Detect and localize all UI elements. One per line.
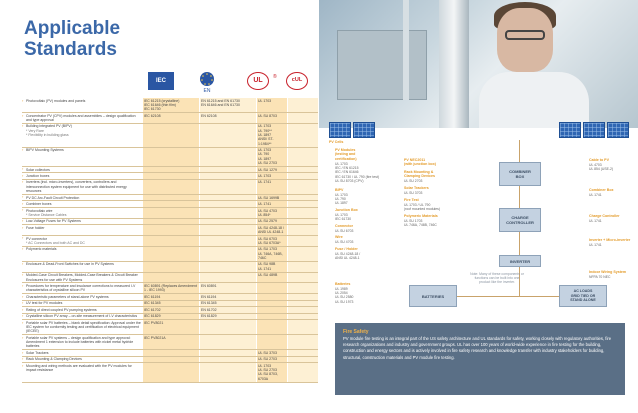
ul-cell-line: UL 1741 bbox=[258, 202, 272, 207]
ul-cell bbox=[256, 320, 287, 334]
standard-name-cell-line: › Combiner boxes bbox=[26, 202, 52, 207]
iec-cell bbox=[142, 173, 199, 178]
cul-cell bbox=[287, 320, 318, 334]
pv-array-icon bbox=[583, 122, 605, 138]
en-cell bbox=[199, 335, 256, 349]
en-cell-line: EN 61646 and EN 61730 bbox=[201, 102, 240, 107]
cul-cell bbox=[287, 236, 318, 246]
iec-cell bbox=[142, 225, 199, 235]
diagram-note: Note: Many of these components or functions can be built into one product like the inverter. bbox=[470, 272, 524, 285]
rack-standards: UL SU 2703 bbox=[404, 179, 423, 183]
iec-cell-line: IEC 61215 (crystalline) bbox=[144, 98, 180, 103]
cul-cell bbox=[287, 148, 318, 166]
technician-head-graphic bbox=[497, 8, 553, 72]
iec-cell bbox=[142, 307, 199, 312]
indoor-wiring-standards: NFPA 70 NEC bbox=[589, 275, 611, 279]
standard-name-cell-line: › Characteristic parameters of stand-alone PV systems bbox=[26, 294, 109, 299]
table-row bbox=[22, 363, 318, 382]
cul-cell bbox=[287, 113, 318, 123]
ul-cell bbox=[256, 363, 287, 381]
en-cell bbox=[199, 148, 256, 166]
junction-box-standards: UL 1703 IEC 61730 bbox=[335, 213, 352, 222]
iec-cell bbox=[142, 219, 199, 224]
iec-cell bbox=[142, 113, 199, 123]
standard-name-cell bbox=[22, 350, 142, 355]
standard-name-cell bbox=[22, 307, 142, 312]
en-cell bbox=[199, 124, 256, 147]
en-cell bbox=[199, 173, 256, 178]
table-row bbox=[22, 320, 318, 335]
iec-cell bbox=[142, 273, 199, 283]
batteries-label: Batteries bbox=[335, 282, 351, 286]
ul-cell bbox=[256, 301, 287, 306]
cul-cell bbox=[287, 350, 318, 355]
standard-name-cell-line: › Enclosure & Dead-Front Switches for use in PV Systems bbox=[26, 262, 114, 267]
standard-name-cell-line: * Service Distance Cables bbox=[26, 212, 67, 217]
rack-label: Rack Mounting & Clamping Devices bbox=[404, 170, 435, 179]
en-cell bbox=[199, 208, 256, 218]
ul-cell-line: UL 1897 bbox=[258, 133, 272, 138]
cul-cell bbox=[287, 314, 318, 319]
standard-name-cell-line: › BIPV Mounting Systems bbox=[26, 148, 64, 153]
standard-name-cell bbox=[22, 236, 142, 246]
ul-cell-line: UL SU 2703 bbox=[258, 357, 277, 362]
table-row bbox=[22, 208, 318, 219]
standard-name-cell bbox=[22, 283, 142, 293]
ul-cell-line: UL 746A, 746B, 746C bbox=[258, 251, 283, 260]
en-cell bbox=[199, 307, 256, 312]
en-cell bbox=[199, 98, 256, 112]
fuse-label: Fuse / Holder bbox=[335, 247, 358, 251]
connector-label: Connector bbox=[335, 224, 353, 228]
standard-name-cell-line: › Building integrated PV (BIPV) bbox=[26, 124, 72, 129]
ul-cell-line: UL SU 8703 bbox=[258, 113, 277, 118]
en-logo-text: EN bbox=[203, 88, 211, 94]
ul-cell bbox=[256, 148, 287, 166]
cul-cell bbox=[287, 301, 318, 306]
cul-cell bbox=[287, 357, 318, 362]
test-rod-graphic bbox=[403, 0, 409, 100]
standard-name-cell bbox=[22, 314, 142, 319]
bipv-standards: UL 1703 UL 790 UL 1897 bbox=[335, 193, 348, 206]
ul-cell-line: ANSI/ ST-1:1984** bbox=[258, 137, 274, 146]
en-cell bbox=[199, 357, 256, 362]
fire-safety-panel bbox=[335, 323, 625, 395]
pv-modules-label: PV Modules (testing and certification) bbox=[335, 148, 357, 161]
pv-modules-standards: UL 1703 IEC / EN 61215 IEC / EN 61646 IEC 61730 / UL 790 (fire test) UL SU 8703 (CPV) bbox=[335, 162, 379, 183]
iec-cell bbox=[142, 350, 199, 355]
standard-name-cell-line: › Portable solar PV systems – design qualification and type approval: Amendment 1 extension to include batteries with nickel metal hydride batteries bbox=[26, 335, 134, 349]
pv-system-diagram bbox=[319, 110, 638, 330]
test-frame-graphic bbox=[439, 0, 469, 128]
en-cell bbox=[199, 283, 256, 293]
en-cell-line: EN 61345 bbox=[201, 301, 217, 306]
cul-cell bbox=[287, 219, 318, 224]
en-cell bbox=[199, 195, 256, 200]
iec-cell-line: IEC 61194 bbox=[144, 294, 161, 299]
bipv-label: BIPV bbox=[335, 188, 344, 192]
standard-name-cell bbox=[22, 98, 142, 112]
iec-cell bbox=[142, 320, 199, 334]
fire-test-label: Fire Test bbox=[404, 198, 419, 202]
standard-name-cell bbox=[22, 124, 142, 147]
en-cell bbox=[199, 180, 256, 194]
iec-cell bbox=[142, 363, 199, 381]
ul-cell-line: UL 854* bbox=[258, 212, 271, 217]
iec-cell bbox=[142, 124, 199, 147]
ul-logo-icon: UL bbox=[247, 72, 269, 90]
standard-name-cell-line: › Junction boxes bbox=[26, 173, 50, 178]
ul-cell-line: UL SU 1703 bbox=[258, 247, 277, 252]
en-cell-line: EN 61829 bbox=[201, 314, 217, 319]
charge-controller-label: Charge Controller bbox=[589, 214, 620, 218]
ul-cell bbox=[256, 294, 287, 299]
standard-name-cell bbox=[22, 335, 142, 349]
cul-cell bbox=[287, 335, 318, 349]
standard-name-cell-line: › Inverters (incl. micro-inverters), converters, controllers and interconnection system equipment for use with distributed energy resources bbox=[26, 180, 127, 194]
en-cell bbox=[199, 363, 256, 381]
table-row bbox=[22, 262, 318, 273]
cable-standards: UL 4703 UL 854 (USE-2) bbox=[589, 163, 613, 172]
title-line-1: Applicable bbox=[24, 18, 121, 39]
ul-cell-line: UL 790** bbox=[258, 128, 272, 133]
batteries-box: BATTERIES bbox=[409, 285, 457, 307]
en-cell bbox=[199, 350, 256, 355]
tracker-standards: UL SU 3703 bbox=[404, 191, 423, 195]
ul-cell-line: UL 1741 bbox=[258, 180, 272, 185]
wire-label: Wire bbox=[335, 235, 343, 239]
standard-name-cell bbox=[22, 148, 142, 166]
iec-cell-line: IEC 61646 (thin film) bbox=[144, 102, 176, 107]
ul-cell bbox=[256, 225, 287, 235]
iec-cell bbox=[142, 195, 199, 200]
ul-cell-line: UL 1703 bbox=[258, 173, 272, 178]
table-row bbox=[22, 124, 318, 148]
ul-cell-line: UL 790 bbox=[258, 152, 270, 157]
iec-cell-line: IEC PV8021 bbox=[144, 320, 164, 325]
standard-name-cell-line: › Mounting and wiring methods are evaluated with the PV modules for impact resistance bbox=[26, 363, 132, 373]
ul-cell bbox=[256, 357, 287, 362]
standard-name-cell-line: › PV connector bbox=[26, 236, 48, 241]
ul-cell-line: UL SU 4703 bbox=[258, 208, 277, 213]
iec-cell bbox=[142, 314, 199, 319]
pv-cells-icon bbox=[329, 122, 351, 138]
ul-registered-mark: ® bbox=[273, 74, 277, 80]
ul-cell-line: UL SU 2703 bbox=[258, 368, 277, 373]
ul-cell bbox=[256, 307, 287, 312]
iec-cell bbox=[142, 301, 199, 306]
table-row bbox=[22, 283, 318, 294]
iec-cell bbox=[142, 247, 199, 261]
en-cell bbox=[199, 314, 256, 319]
ul-cell bbox=[256, 350, 287, 355]
cul-cell bbox=[287, 262, 318, 272]
ul-cell-line: UL SU 4248-18 / ANSI UL 4248-1 bbox=[258, 225, 284, 235]
standard-name-cell bbox=[22, 225, 142, 235]
en-cell bbox=[199, 320, 256, 334]
ul-cell-line: UL SU 98B bbox=[258, 262, 276, 267]
fire-safety-title: Fire Safety bbox=[343, 329, 369, 335]
iec-cell bbox=[142, 283, 199, 293]
cul-logo-icon: cUL bbox=[286, 72, 308, 90]
standard-name-cell bbox=[22, 247, 142, 261]
ul-cell bbox=[256, 208, 287, 218]
en-cell-line: EN 61194 bbox=[201, 294, 217, 299]
en-cell bbox=[199, 301, 256, 306]
batteries-standards: UL 1989 UL 2054 UL SU 2580 UL SU 1973 bbox=[335, 287, 354, 304]
iec-cell bbox=[142, 208, 199, 218]
standard-name-cell-line: › Molded-Case Circuit Breakers, Molded-Case Breakers & Circuit Breaker Enclosures for use with PV Systems bbox=[26, 273, 138, 282]
standard-name-cell bbox=[22, 262, 142, 272]
iec-cell-line: IEC 61730 bbox=[144, 107, 161, 112]
wire-line bbox=[519, 140, 520, 162]
en-cell bbox=[199, 225, 256, 235]
ul-cell bbox=[256, 314, 287, 319]
wire-line bbox=[519, 186, 520, 208]
title-line-2: Standards bbox=[24, 39, 117, 60]
test-machine-graphic bbox=[337, 30, 427, 100]
charge-controller-box: CHARGE CONTROLLER bbox=[499, 208, 541, 232]
polymer-standards: UL SU 1703 UL 746A, 746B, 746C bbox=[404, 219, 437, 228]
ul-cell-line: UL 1741 bbox=[258, 266, 272, 271]
ul-cell-line: UL SU 6703A* bbox=[258, 240, 281, 245]
standard-name-cell bbox=[22, 320, 142, 334]
ul-cell bbox=[256, 167, 287, 172]
cul-cell bbox=[287, 180, 318, 194]
fire-test-standards: UL 1703 / UL 790 (roof mounted modules) bbox=[404, 203, 440, 212]
en-cell bbox=[199, 201, 256, 206]
standard-name-cell bbox=[22, 273, 142, 283]
table-row bbox=[22, 113, 318, 124]
standard-name-cell-line: › Portable solar PV batteries – blank detail specification: Approval under the IEC system for conformity testing and certification of electrical equipment (IECEE) bbox=[26, 320, 141, 334]
inverter-standards: UL 1741 bbox=[589, 243, 602, 247]
connector-standards: UL SU 6703 bbox=[335, 229, 354, 233]
standard-name-cell-line: › PV DC Arc-Fault Circuit Protection bbox=[26, 195, 80, 200]
en-logo-icon bbox=[197, 70, 217, 94]
ul-cell-line: UL SU 2703 bbox=[258, 161, 277, 166]
en-cell-line: EN 61215 and EN 61730 bbox=[201, 98, 240, 103]
ul-cell bbox=[256, 180, 287, 194]
cul-cell bbox=[287, 225, 318, 235]
standard-name-cell-line: › Rating of direct coupled PV pumping systems bbox=[26, 307, 97, 312]
indoor-wiring-label: Indoor Wiring System bbox=[589, 270, 627, 274]
standard-name-cell bbox=[22, 301, 142, 306]
ul-cell-line: UL SU 1699B bbox=[258, 195, 280, 200]
ul-cell bbox=[256, 273, 287, 283]
cul-cell bbox=[287, 294, 318, 299]
page-title bbox=[24, 18, 120, 60]
inverter-label: Inverter + Micro-inverter bbox=[589, 238, 631, 242]
ul-cell bbox=[256, 247, 287, 261]
cul-cell bbox=[287, 363, 318, 381]
iec-cell bbox=[142, 98, 199, 112]
ul-cell-line: UL 1703 bbox=[258, 148, 272, 153]
ul-cell bbox=[256, 201, 287, 206]
ul-cell bbox=[256, 262, 287, 272]
ul-cell-line: UL SU 2579 bbox=[258, 219, 277, 224]
pv-array-icon bbox=[607, 122, 629, 138]
cul-cell bbox=[287, 273, 318, 283]
cul-cell bbox=[287, 247, 318, 261]
standard-name-cell-line: › Photovoltaic (PV) modules and panels bbox=[26, 98, 86, 103]
en-cell bbox=[199, 113, 256, 123]
cul-cell bbox=[287, 167, 318, 172]
standard-name-cell-line: › Photovoltaic wire bbox=[26, 208, 53, 213]
standard-name-cell bbox=[22, 180, 142, 194]
ul-cell bbox=[256, 113, 287, 123]
standard-name-cell bbox=[22, 201, 142, 206]
standard-name-cell-line: * AC Connectors and both AC and DC bbox=[26, 240, 85, 245]
ul-cell bbox=[256, 98, 287, 112]
standard-name-cell bbox=[22, 363, 142, 381]
ul-cell-line: UL SU 1279 bbox=[258, 167, 277, 172]
standard-name-cell-line: › Polymeric materials bbox=[26, 247, 57, 252]
standard-name-cell bbox=[22, 294, 142, 299]
iec-cell bbox=[142, 236, 199, 246]
standard-name-cell-line: › Procedures for temperature and insulance corrections to measured I-V characteristics of crystalline silicon PV bbox=[26, 283, 136, 293]
iec-cell bbox=[142, 167, 199, 172]
ul-cell-line: UL SU 6703 bbox=[258, 236, 277, 241]
ul-cell-line: UL SU 489B bbox=[258, 273, 278, 278]
en-cell bbox=[199, 294, 256, 299]
cable-label: Cable to PV bbox=[589, 158, 609, 162]
ul-cell bbox=[256, 283, 287, 293]
en-cell-line: EN 60891 bbox=[201, 283, 217, 288]
standard-name-cell-line: › Crystalline silicon PV array – on-site measurement of I-V characteristics bbox=[26, 314, 138, 319]
tracker-label: Solar Trackers bbox=[404, 186, 429, 190]
table-row bbox=[22, 225, 318, 236]
iec-cell bbox=[142, 201, 199, 206]
cul-cell bbox=[287, 124, 318, 147]
standard-name-cell-line: › Solar collectors bbox=[26, 167, 50, 172]
standard-name-cell-line: * Very Rare bbox=[26, 128, 44, 133]
standard-name-cell-line: › Fuse holder bbox=[26, 225, 45, 230]
iec-cell bbox=[142, 357, 199, 362]
iec-cell-line: IEC 62108 bbox=[144, 113, 161, 118]
pv-array-icon bbox=[559, 122, 581, 138]
iec-cell-line: IEC 61345 bbox=[144, 301, 161, 306]
en-cell bbox=[199, 273, 256, 283]
ul-cell bbox=[256, 195, 287, 200]
ul-cell-line: UL 1703 bbox=[258, 363, 272, 368]
ul-cell bbox=[256, 124, 287, 147]
en-cell-line: EN 61702 bbox=[201, 307, 217, 312]
fuse-standards: UL SU 4248-18 / ANSI UL 4248-1 bbox=[335, 252, 361, 261]
en-cell bbox=[199, 219, 256, 224]
ul-cell-line: UL 1703 bbox=[258, 124, 272, 129]
en-cell bbox=[199, 167, 256, 172]
combiner-box: COMBINER BOX bbox=[499, 162, 541, 186]
ul-cell-line: UL SU 8703, 6703A bbox=[258, 372, 278, 381]
standard-name-cell bbox=[22, 357, 142, 362]
polymer-label: Polymeric Materials bbox=[404, 214, 438, 218]
table-row bbox=[22, 247, 318, 262]
cul-cell bbox=[287, 195, 318, 200]
standard-name-cell-line: * Flexibility in building glass bbox=[26, 133, 69, 138]
table-row bbox=[22, 180, 318, 195]
junction-box-label: Junction Box bbox=[335, 208, 358, 212]
ac-loads-box: AC LOADS GRID TIED OR STAND ALONE bbox=[559, 285, 607, 307]
cul-cell bbox=[287, 98, 318, 112]
en-cell-line: EN 62108 bbox=[201, 113, 217, 118]
standard-name-cell-line: › Rack Mounting & Clamping Devices bbox=[26, 357, 82, 362]
wire-line bbox=[457, 296, 559, 297]
en-cell bbox=[199, 236, 256, 246]
iec-cell bbox=[142, 294, 199, 299]
charge-controller-standards: UL 1741 bbox=[589, 219, 602, 223]
technician-glasses-graphic bbox=[505, 30, 545, 40]
cul-cell bbox=[287, 307, 318, 312]
cul-cell bbox=[287, 173, 318, 178]
right-page bbox=[319, 0, 638, 413]
standards-table bbox=[22, 98, 318, 383]
standard-name-cell bbox=[22, 219, 142, 224]
table-row bbox=[22, 98, 318, 113]
ul-cell bbox=[256, 236, 287, 246]
iec-cell-line: IEC 60891 (Replaces Amendment 1 - IEC 1993) bbox=[144, 283, 197, 293]
standard-name-cell-line: › UV test for PV modules bbox=[26, 301, 63, 306]
iec-cell-line: IEC PV8021A bbox=[144, 335, 166, 340]
combiner-standards: UL 1741 bbox=[589, 193, 602, 197]
pv-cells-label: PV Cells bbox=[329, 140, 344, 144]
table-row bbox=[22, 148, 318, 167]
cul-cell bbox=[287, 208, 318, 218]
standard-name-cell-line: › Concentrator PV (CPV) modules and assemblies – design qualification and type approval bbox=[26, 113, 136, 122]
standard-name-cell bbox=[22, 195, 142, 200]
iec-cell bbox=[142, 262, 199, 272]
ul-cell bbox=[256, 173, 287, 178]
ul-cell bbox=[256, 219, 287, 224]
en-cell bbox=[199, 247, 256, 261]
ul-cell bbox=[256, 335, 287, 349]
standard-name-cell-line: › Solar Trackers bbox=[26, 350, 49, 355]
iec-cell-line: IEC 61702 bbox=[144, 307, 161, 312]
iec-cell bbox=[142, 335, 199, 349]
standard-name-cell bbox=[22, 167, 142, 172]
en-cell bbox=[199, 262, 256, 272]
table-row bbox=[22, 335, 318, 350]
iec-cell-line: IEC 61829 bbox=[144, 314, 161, 319]
iec-cell bbox=[142, 148, 199, 166]
iec-cell bbox=[142, 180, 199, 194]
table-row bbox=[22, 236, 318, 247]
ul-cell-line: UL SU 3703 bbox=[258, 350, 277, 355]
combiner-label: Combiner Box bbox=[589, 188, 614, 192]
wire-standards: UL SU 4703 bbox=[335, 240, 354, 244]
cul-cell bbox=[287, 201, 318, 206]
inverter-box: INVERTER bbox=[499, 255, 541, 267]
lab-photo bbox=[319, 0, 638, 128]
table-row bbox=[22, 273, 318, 284]
en-logo-graphic bbox=[197, 70, 217, 94]
iec-logo-icon: IEC bbox=[148, 72, 174, 90]
nec-label: PV NEC2011 (with junction box) bbox=[404, 158, 436, 167]
fire-safety-text: PV module fire testing is an integral part of the US safety architecture and UL standards for safety, working closely with regulatory authorities, fire research organizations and industry and government groups. UL has over 100 years of world-wide experience in fire testing for the building, construction and energy sectors and is actively involved in fire safety research and knowledge transfer with industry stakeholders for building, structural, construction materials and PV module fire testing. bbox=[343, 336, 612, 360]
wire-line bbox=[519, 232, 520, 255]
ul-cell-line: UL 1703 bbox=[258, 98, 272, 103]
pv-module-icon bbox=[353, 122, 375, 138]
ul-cell-line: UL 1897 bbox=[258, 156, 272, 161]
standard-name-cell bbox=[22, 208, 142, 218]
standard-name-cell bbox=[22, 173, 142, 178]
standard-name-cell bbox=[22, 113, 142, 123]
standard-name-cell-line: › Low-Voltage Fuses for PV Systems bbox=[26, 219, 81, 224]
cul-cell bbox=[287, 283, 318, 293]
